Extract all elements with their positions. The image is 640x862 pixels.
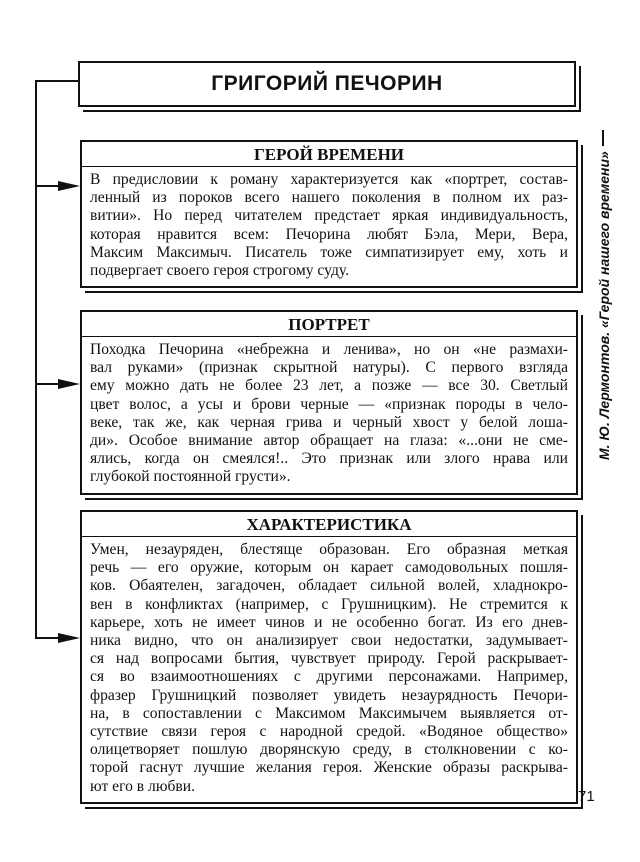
text-line: речь — его оружие, которым он карает самодовольных пошля- <box>90 559 568 577</box>
text-line: ди». Особое внимание автор обращает на глаза: «...они не сме- <box>90 432 568 450</box>
text-line: ника видно, что он анализирует свои недостатки, задумывает- <box>90 632 568 650</box>
page-number: 71 <box>578 788 595 805</box>
section-heading: ГЕРОЙ ВРЕМЕНИ <box>82 142 576 167</box>
text-line: фразер Грушницкий позволяет увидеть незаурядность Печори- <box>90 686 568 704</box>
text-line: ему можно дать не более 23 лет, а позже — все 30. Светлый <box>90 377 568 395</box>
text-line: подвергает своего героя строгому суду. <box>90 262 350 280</box>
connector-line <box>35 80 37 637</box>
connector-title <box>35 80 79 82</box>
text-line: карьере, хоть не имеет чинов и не особенно богат. Из его днев- <box>90 613 568 631</box>
text-line: ленный из пороков всего нашего поколения в полном их раз- <box>90 189 568 207</box>
text-line: ялись, когда он смеялся!.. Это признак или злого нрава или <box>90 450 568 468</box>
section-body <box>82 537 576 802</box>
text-line: ют его в любви. <box>90 777 196 795</box>
text-line: цвет волос, а усы и брови черные — «признак породы в чело- <box>90 395 568 413</box>
text-line: веке, так же, как черная грива и черный хвост у белой лоша- <box>90 413 568 431</box>
text-line: олицетворяет пошлую дворянскую среду, в столкновении с ко- <box>90 741 568 759</box>
section-characteristic <box>80 510 578 804</box>
text-line: торой гаснут лучшие желания героя. Женские образы раскрыва- <box>90 759 568 777</box>
section-heading: ПОРТРЕТ <box>82 312 576 337</box>
text-line: Максим Максимыч. Писатель тоже симпатизирует ему, хоть и <box>90 243 568 261</box>
text-line: сутствие связи героя с народной средой. «Водяное общество» <box>90 723 568 741</box>
text-line: которая нравится всем: Печорина любят Бэла, Мери, Вера, <box>90 225 568 243</box>
section-hero-of-time <box>80 140 578 288</box>
section-body <box>82 167 576 286</box>
arrow-right-icon <box>58 633 80 643</box>
text-line: В предисловии к роману характеризуется как «портрет, состав- <box>90 171 568 188</box>
text-line: витии». Но перед читателем предстает яркая индивидуальность, <box>90 207 568 225</box>
text-line: Походка Печорина «небрежна и ленива», но он «не размахи- <box>90 341 568 358</box>
text-line: ся во взаимоотношениях с другими персонажами. Например, <box>90 668 568 686</box>
text-line: глубокой постоянной грусти». <box>90 468 291 486</box>
arrow-right-icon <box>58 181 80 191</box>
section-portrait <box>80 310 578 495</box>
text-line: ков. Обаятелен, загадочен, обладает сильной волей, хладнокро- <box>90 577 568 595</box>
text-line: ся над вопросами бытия, чувствует природу. Герой раскрывает- <box>90 650 568 668</box>
side-rule <box>602 130 604 146</box>
text-line: на, в сопоставлении с Максимом Максимычем выявляется от- <box>90 704 568 722</box>
section-heading: ХАРАКТЕРИСТИКА <box>82 512 576 537</box>
text-line: вал руками» (признак скрытной натуры). С первого взгляда <box>90 359 568 377</box>
text-line: Умен, незауряден, блестяще образован. Его образная меткая <box>90 541 568 558</box>
page-title: ГРИГОРИЙ ПЕЧОРИН <box>78 61 576 107</box>
text-line: вен в конфликтах (например, с Грушницким). Не стремится к <box>90 595 568 613</box>
running-header: М. Ю. Лермонтов. «Герой нашего времени» <box>596 151 612 460</box>
section-body <box>82 337 576 493</box>
arrow-right-icon <box>58 379 80 389</box>
